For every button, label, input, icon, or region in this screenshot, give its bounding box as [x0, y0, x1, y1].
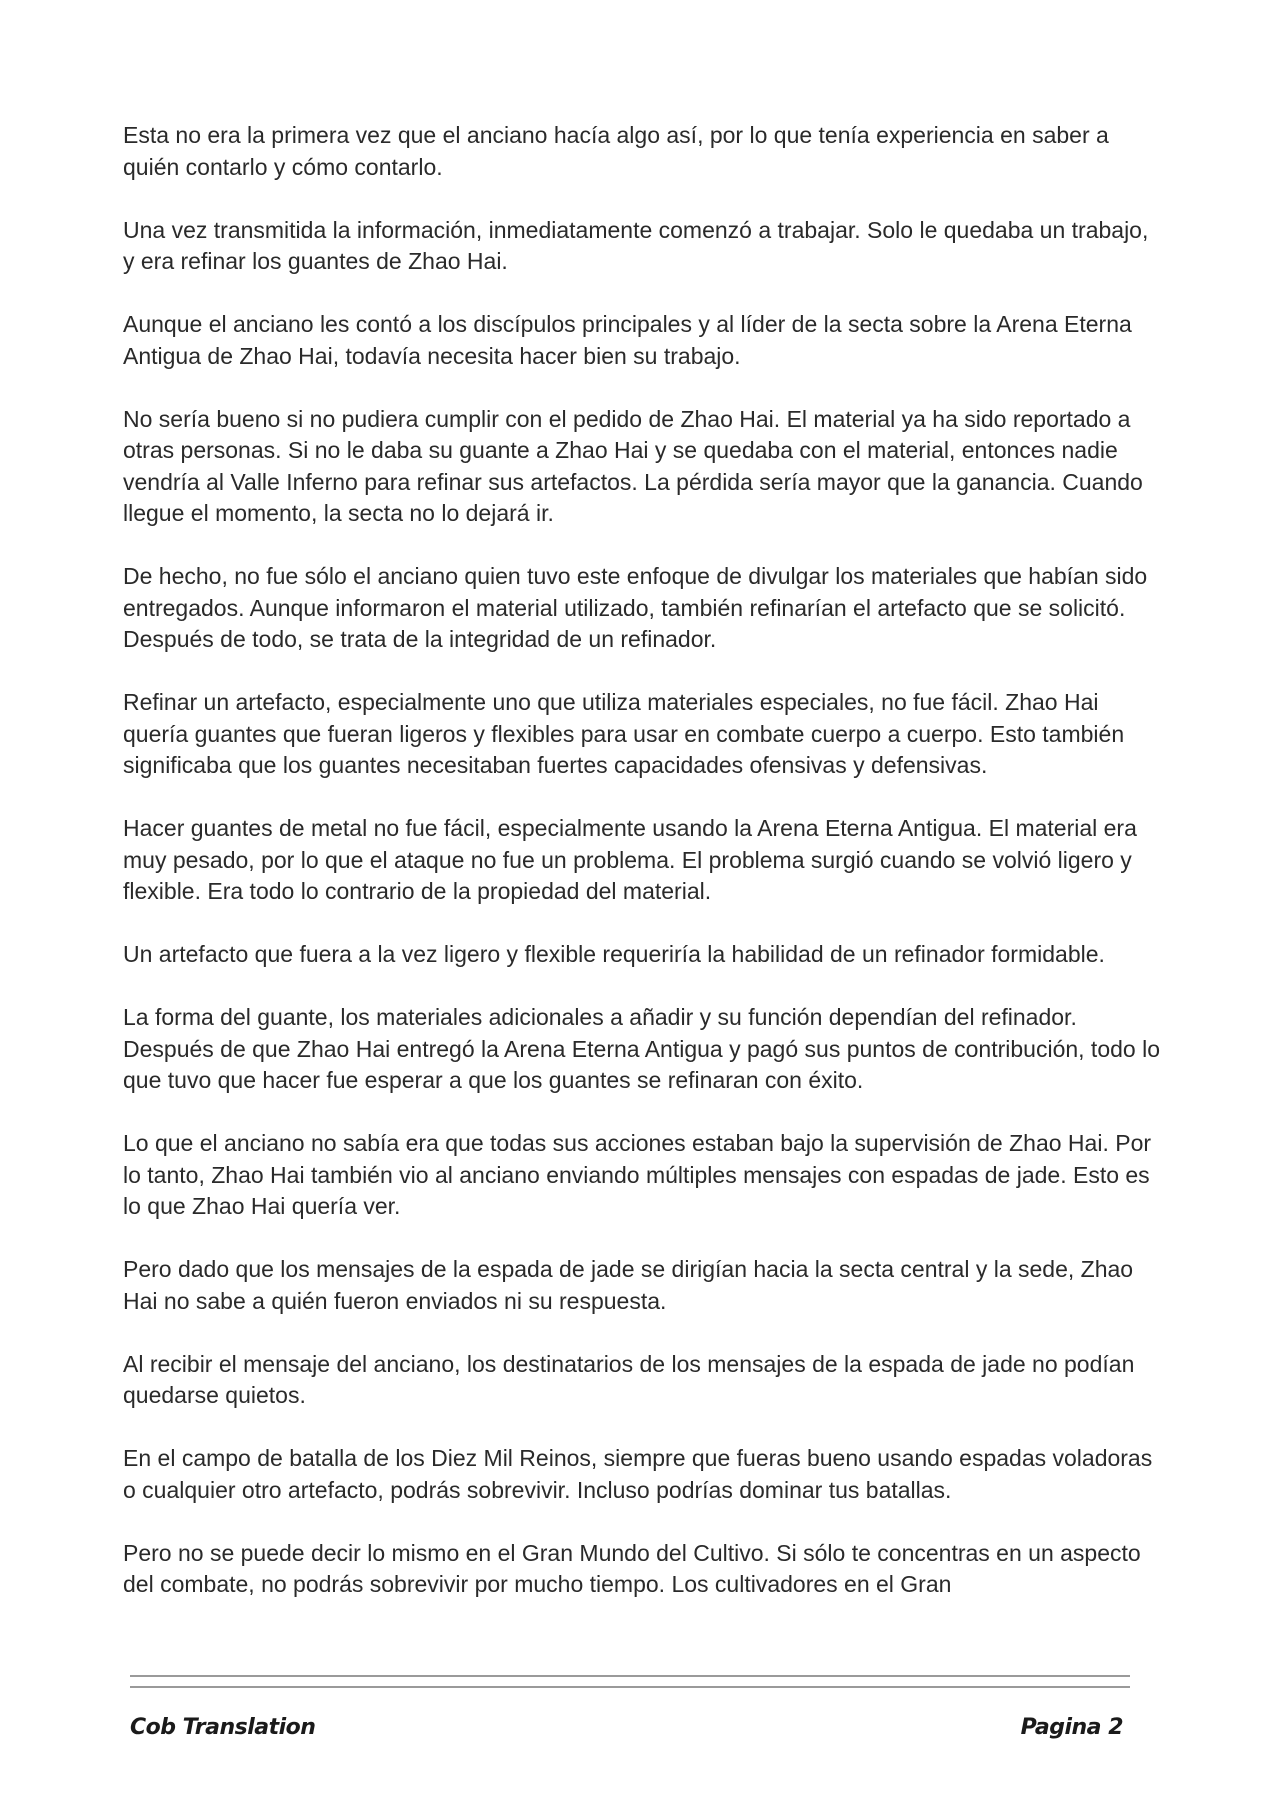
paragraph-8: Un artefacto que fuera a la vez ligero y flexible requeriría la habilidad de un refinador formidable. [123, 941, 1105, 967]
document-body [123, 120, 1163, 1601]
footer-divider-bottom [130, 1686, 1130, 1688]
paragraph-11: Pero dado que los mensajes de la espada de jade se dirigían hacia la secta central y la sede, Zhao Hai no sabe a quién fueron enviados ni su respuesta. [123, 1256, 1134, 1314]
paragraph-12: Al recibir el mensaje del anciano, los destinatarios de los mensajes de la espada de jade no podían quedarse quietos. [123, 1350, 1135, 1408]
paragraph-1: Esta no era la primera vez que el anciano hacía algo así, por lo que tenía experiencia en saber a quién contarlo y cómo contarlo. [123, 122, 1109, 180]
paragraph-3: Aunque el anciano les contó a los discípulos principales y al líder de la secta sobre la Arena Eterna Antigua de Zhao Hai, todavía necesita hacer bien su trabajo. [123, 311, 1132, 369]
paragraph-5: De hecho, no fue sólo el anciano quien tuvo este enfoque de divulgar los materiales que habían sido entregados. Aunque informaron el material utilizado, también refinarían el artefacto que se solicitó. Después de todo, se trata de la integridad de un refinador. [123, 563, 1148, 652]
paragraph-10: Lo que el anciano no sabía era que todas sus acciones estaban bajo la supervisión de Zhao Hai. Por lo tanto, Zhao Hai también vio al anciano enviando múltiples mensajes con espadas de jade. Esto es lo que Zhao Hai quería ver. [123, 1130, 1152, 1219]
paragraph-2: Una vez transmitida la información, inmediatamente comenzó a trabajar. Solo le quedaba un trabajo, y era refinar los guantes de Zhao Hai. [123, 216, 1149, 274]
paragraph-9: La forma del guante, los materiales adicionales a añadir y su función dependían del refinador. Después de que Zhao Hai entregó la Arena Eterna Antigua y pagó sus puntos de contribución, todo lo que tuvo que hacer fue esperar a que los guantes se refinaran con éxito. [123, 1004, 1160, 1093]
footer-divider-top [130, 1675, 1130, 1677]
paragraph-13: En el campo de batalla de los Diez Mil Reinos, siempre que fueras bueno usando espadas voladoras o cualquier otro artefacto, podrás sobrevivir. Incluso podrías dominar tus batallas. [123, 1445, 1153, 1503]
paragraph-14: Pero no se puede decir lo mismo en el Gran Mundo del Cultivo. Si sólo te concentras en un aspecto del combate, no podrás sobrevivir por mucho tiempo. Los cultivadores en el Gran [123, 1539, 1141, 1597]
footer-translator-credit: Cob Translation [130, 1715, 316, 1740]
paragraph-4: No sería bueno si no pudiera cumplir con el pedido de Zhao Hai. El material ya ha sido reportado a otras personas. Si no le daba su guante a Zhao Hai y se quedaba con el material, entonces nadie vendría al Valle Inferno para refinar sus artefactos. La pérdida sería mayor que la ganancia. Cuando llegue el momento, la secta no lo dejará ir. [123, 405, 1143, 526]
paragraph-7: Hacer guantes de metal no fue fácil, especialmente usando la Arena Eterna Antigua. El material era muy pesado, por lo que el ataque no fue un problema. El problema surgió cuando se volvió ligero y flexible. Era todo lo contrario de la propiedad del material. [123, 815, 1137, 904]
paragraph-6: Refinar un artefacto, especialmente uno que utiliza materiales especiales, no fue fácil. Zhao Hai quería guantes que fueran ligeros y flexibles para usar en combate cuerpo a cuerpo. Esto también significaba que los guantes necesitaban fuertes capacidades ofensivas y defensivas. [123, 689, 1125, 778]
footer-page-number: Pagina 2 [1020, 1715, 1123, 1740]
